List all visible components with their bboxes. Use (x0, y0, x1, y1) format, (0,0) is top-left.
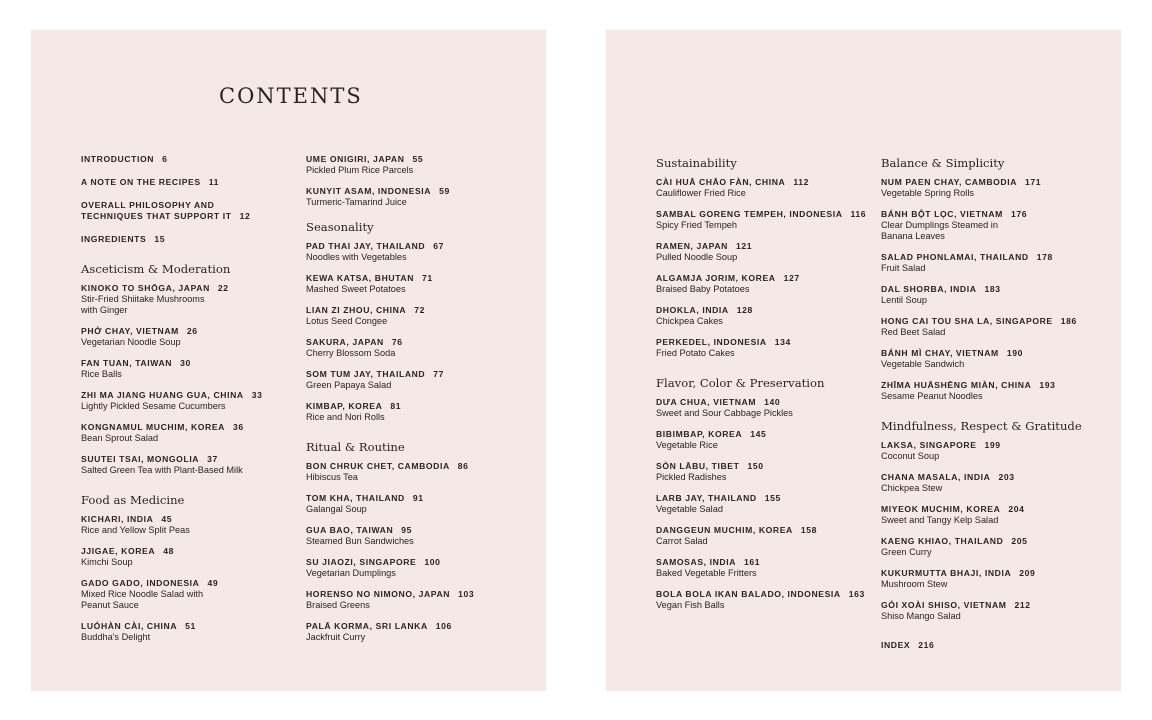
toc-entry[interactable] (81, 546, 311, 568)
page-number: 127 (783, 273, 800, 283)
page-number: 100 (424, 557, 441, 567)
entry-title: LUÓHÀN CÀI, CHINA 51 (81, 621, 196, 631)
toc-entry[interactable] (306, 369, 536, 391)
page-number: 55 (412, 154, 424, 164)
entry-title: DƯA CHUA, VIETNAM 140 (656, 397, 781, 407)
toc-entry[interactable] (881, 600, 1111, 622)
entry-subtitle: Chickpea Cakes (656, 316, 723, 326)
entry-subtitle: Salted Green Tea with Plant-Based Milk (81, 465, 243, 475)
page-number: 134 (774, 337, 791, 347)
entry-subtitle: Braised Baby Potatoes (656, 284, 750, 294)
left-page (31, 30, 546, 691)
toc-entry[interactable] (656, 209, 886, 231)
entry-subtitle: Vegetarian Noodle Soup (81, 337, 181, 347)
entry-title: SAMOSAS, INDIA 161 (656, 557, 761, 567)
page-number: 155 (764, 493, 781, 503)
toc-entry[interactable] (656, 525, 886, 547)
page-number: 106 (435, 621, 452, 631)
toc-entry[interactable] (881, 209, 1111, 242)
toc-entry[interactable] (306, 186, 536, 208)
page-number: 59 (439, 186, 450, 196)
entry-title: CHANA MASALA, INDIA 203 (881, 472, 1015, 482)
entry-subtitle: Mushroom Stew (881, 579, 948, 589)
left-column-2 (306, 154, 536, 653)
page-number: 203 (998, 472, 1015, 482)
toc-entry[interactable] (881, 568, 1111, 590)
entry-title: DAL SHORBA, INDIA 183 (881, 284, 1001, 294)
toc-entry[interactable] (306, 241, 536, 263)
page-number: 67 (433, 241, 444, 251)
entry-subtitle: Rice and Yellow Split Peas (81, 525, 190, 535)
entry-title: KEWA KATSA, BHUTAN 71 (306, 273, 433, 283)
toc-entry[interactable]: INTRODUCTION 6 (81, 154, 168, 164)
section-list (881, 156, 1111, 622)
toc-entry[interactable] (656, 337, 886, 359)
toc-entry[interactable] (656, 493, 886, 515)
section-heading: Mindfulness, Respect & Gratitude (881, 419, 1082, 433)
section-heading: Balance & Simplicity (881, 156, 1005, 170)
entry-subtitle: Coconut Soup (881, 451, 940, 461)
entry-subtitle: Rice Balls (81, 369, 122, 379)
toc-entry[interactable] (656, 557, 886, 579)
page-number: 128 (736, 305, 753, 315)
page-number: 171 (1025, 177, 1042, 187)
toc-entry[interactable] (306, 557, 536, 579)
page-number: 140 (764, 397, 781, 407)
page-number: 77 (433, 369, 444, 379)
toc-entry[interactable] (306, 273, 536, 295)
entry-title: GADO GADO, INDONESIA 49 (81, 578, 219, 588)
entry-subtitle: Hibiscus Tea (306, 472, 358, 482)
toc-entry[interactable] (881, 440, 1111, 462)
page-number: 22 (217, 283, 229, 293)
page-number: 116 (850, 209, 867, 219)
section-list (306, 220, 536, 643)
page-number: 212 (1014, 600, 1031, 610)
toc-entry[interactable] (306, 621, 536, 643)
entry-subtitle: Carrot Salad (656, 536, 708, 546)
toc-entry[interactable] (306, 589, 536, 611)
page-number: 76 (391, 337, 403, 347)
toc-entry[interactable] (306, 305, 536, 327)
page-number: 145 (750, 429, 767, 439)
toc-entry[interactable] (881, 252, 1111, 274)
intro-list (81, 154, 311, 245)
entry-subtitle: Jackfruit Curry (306, 632, 366, 642)
toc-entry[interactable]: OVERALL PHILOSOPHY AND TECHNIQUES THAT SUPPORT IT 12 (81, 200, 251, 221)
entry-title: ZHĪMA HUĀSHĒNG MIÀN, CHINA 193 (881, 380, 1056, 390)
entry-title: LARB JAY, THAILAND 155 (656, 493, 781, 503)
entry-title: BIBIMBAP, KOREA 145 (656, 429, 767, 439)
toc-entry[interactable] (881, 177, 1111, 199)
toc-entry[interactable]: INGREDIENTS 15 (81, 234, 166, 244)
toc-entry[interactable] (81, 578, 311, 611)
page-number: 190 (1006, 348, 1023, 358)
toc-entry[interactable] (306, 525, 536, 547)
page-number: 150 (747, 461, 764, 471)
entry-title: BOLA BOLA IKAN BALADO, INDONESIA 163 (656, 589, 865, 599)
entry-subtitle: Banana Leaves (881, 231, 945, 241)
entry-title: LIAN ZI ZHOU, CHINA 72 (306, 305, 425, 315)
right-page (606, 30, 1121, 691)
toc-entry[interactable] (81, 454, 311, 476)
page-number: 30 (180, 358, 191, 368)
section-list (656, 156, 886, 611)
entry-subtitle: Sesame Peanut Noodles (881, 391, 983, 401)
right-column-1 (656, 156, 886, 621)
page-number: 72 (414, 305, 425, 315)
entry-title: BÁNH BỘT LỌC, VIETNAM 176 (881, 209, 1028, 219)
page-number: 163 (848, 589, 865, 599)
entry-subtitle: Vegetable Spring Rolls (881, 188, 974, 198)
entry-title: HORENSO NO NIMONO, JAPAN 103 (306, 589, 475, 599)
entry-title: GUA BAO, TAIWAN 95 (306, 525, 413, 535)
toc-entry[interactable] (81, 283, 311, 316)
entry-subtitle: Pickled Radishes (656, 472, 727, 482)
entry-title: SAKURA, JAPAN 76 (306, 337, 403, 347)
page-title: CONTENTS (219, 84, 363, 108)
page-number: 71 (422, 273, 433, 283)
entry-title: FAN TUAN, TAIWAN 30 (81, 358, 191, 368)
toc-entry[interactable] (306, 493, 536, 515)
entry-subtitle: Galangal Soup (306, 504, 367, 514)
page-number: 37 (207, 454, 218, 464)
page-number: 45 (161, 514, 173, 524)
entry-list (306, 154, 536, 208)
entry-subtitle: Sweet and Sour Cabbage Pickles (656, 408, 793, 418)
entry-title: RAMEN, JAPAN 121 (656, 241, 753, 251)
entry-title: KAENG KHIAO, THAILAND 205 (881, 536, 1028, 546)
entry-subtitle: Vegan Fish Balls (656, 600, 725, 610)
entry-title: PAD THAI JAY, THAILAND 67 (306, 241, 444, 251)
entry-title: SAMBAL GORENG TEMPEH, INDONESIA 116 (656, 209, 867, 219)
page-number: 161 (744, 557, 761, 567)
entry-title: NUM PAEN CHAY, CAMBODIA 171 (881, 177, 1042, 187)
toc-entry[interactable] (881, 348, 1111, 370)
entry-title: ALGAMJA JORIM, KOREA 127 (656, 273, 800, 283)
entry-subtitle: Sweet and Tangy Kelp Salad (881, 515, 999, 525)
toc-entry[interactable] (81, 358, 311, 380)
toc-entry[interactable] (656, 397, 886, 419)
entry-subtitle: Steamed Bun Sandwiches (306, 536, 414, 546)
page-number: 193 (1039, 380, 1056, 390)
entry-title: KINOKO TO SHŌGA, JAPAN 22 (81, 283, 229, 293)
entry-subtitle: Lentil Soup (881, 295, 927, 305)
page-number: 158 (800, 525, 817, 535)
section-heading: Ritual & Routine (306, 440, 405, 454)
page-number: 36 (232, 422, 244, 432)
toc-entry[interactable] (81, 326, 311, 348)
section-heading: Sustainability (656, 156, 737, 170)
entry-title: KIMBAP, KOREA 81 (306, 401, 402, 411)
section-heading: Asceticism & Moderation (81, 262, 231, 276)
entry-title: TOM KHA, THAILAND 91 (306, 493, 424, 503)
entry-subtitle: Lightly Pickled Sesame Cucumbers (81, 401, 226, 411)
page-number: 178 (1036, 252, 1053, 262)
entry-subtitle: Clear Dumplings Steamed in (881, 220, 998, 230)
entry-subtitle: Mixed Rice Noodle Salad with (81, 589, 204, 599)
entry-subtitle: Chickpea Stew (881, 483, 943, 493)
entry-title: PERKEDEL, INDONESIA 134 (656, 337, 791, 347)
entry-title: KUNYIT ASAM, INDONESIA 59 (306, 186, 450, 196)
entry-title: BON CHRUK CHET, CAMBODIA 86 (306, 461, 469, 471)
toc-entry[interactable] (656, 241, 886, 263)
entry-title: DHOKLA, INDIA 128 (656, 305, 753, 315)
entry-subtitle: Baked Vegetable Fritters (656, 568, 757, 578)
entry-title: HONG CAI TOU SHA LA, SINGAPORE 186 (881, 316, 1077, 326)
entry-title: KONGNAMUL MUCHIM, KOREA 36 (81, 422, 244, 432)
toc-entry[interactable] (881, 504, 1111, 526)
entry-title: UME ONIGIRI, JAPAN 55 (306, 154, 424, 164)
section-list (81, 262, 311, 643)
toc-entry[interactable] (881, 316, 1111, 338)
entry-subtitle: Red Beet Salad (881, 327, 946, 337)
entry-title: SUUTEI TSAI, MONGOLIA 37 (81, 454, 218, 464)
page-number: 112 (793, 177, 810, 187)
toc-entry[interactable] (656, 429, 886, 451)
entry-subtitle: Pulled Noodle Soup (656, 252, 738, 262)
toc-entry[interactable] (656, 461, 886, 483)
entry-title: SU JIAOZI, SINGAPORE 100 (306, 557, 441, 567)
entry-title: BÁNH MÌ CHAY, VIETNAM 190 (881, 348, 1023, 358)
toc-entry[interactable]: A NOTE ON THE RECIPES 11 (81, 177, 220, 187)
entry-title: SÒN LĀBU, TIBET 150 (656, 461, 764, 471)
toc-entry[interactable] (656, 305, 886, 327)
page-number: 176 (1010, 209, 1028, 219)
entry-title: CÀI HUĀ CHĀO FÀN, CHINA 112 (656, 177, 810, 187)
entry-subtitle: Mashed Sweet Potatoes (306, 284, 406, 294)
entry-subtitle: Vegetarian Dumplings (306, 568, 396, 578)
toc-entry[interactable] (881, 380, 1111, 402)
entry-subtitle: Cherry Blossom Soda (306, 348, 396, 358)
toc-entry[interactable] (81, 422, 311, 444)
section-heading: Food as Medicine (81, 493, 185, 507)
page-number: 186 (1060, 316, 1077, 326)
page-number: 26 (186, 326, 198, 336)
page-number: 49 (207, 578, 219, 588)
toc-entry[interactable] (656, 273, 886, 295)
entry-title: LAKSA, SINGAPORE 199 (881, 440, 1001, 450)
toc-entry[interactable] (881, 284, 1111, 306)
entry-subtitle: Green Papaya Salad (306, 380, 392, 390)
page-number: 81 (390, 401, 402, 411)
entry-subtitle: Buddha's Delight (81, 632, 151, 642)
right-column-2 (881, 156, 1111, 661)
entry-title: SOM TUM JAY, THAILAND 77 (306, 369, 444, 379)
entry-subtitle: Braised Greens (306, 600, 370, 610)
entry-title: PALĀ KORMA, SRI LANKA 106 (306, 621, 452, 631)
entry-subtitle: Pickled Plum Rice Parcels (306, 165, 414, 175)
page-number: 91 (412, 493, 424, 503)
page-number: 86 (457, 461, 469, 471)
page-number: 199 (984, 440, 1001, 450)
page-number: 209 (1019, 568, 1036, 578)
toc-entry[interactable] (306, 154, 536, 176)
entry-subtitle: Lotus Seed Congee (306, 316, 388, 326)
entry-title: DANGGEUN MUCHIM, KOREA 158 (656, 525, 817, 535)
entry-title: ZHI MA JIANG HUANG GUA, CHINA 33 (81, 390, 263, 400)
toc-entry[interactable] (306, 337, 536, 359)
entry-subtitle: Spicy Fried Tempeh (656, 220, 738, 230)
entry-subtitle: with Ginger (81, 305, 128, 315)
entry-subtitle: Noodles with Vegetables (306, 252, 407, 262)
page-number: 204 (1008, 504, 1025, 514)
entry-subtitle: Rice and Nori Rolls (306, 412, 385, 422)
entry-subtitle: Kimchi Soup (81, 557, 133, 567)
toc-entry[interactable] (656, 177, 886, 199)
toc-entry[interactable] (81, 514, 311, 536)
toc-entry[interactable] (306, 401, 536, 423)
page-number: 48 (163, 546, 174, 556)
page-number: 103 (458, 589, 475, 599)
entry-subtitle: Turmeric-Tamarind Juice (306, 197, 407, 207)
entry-title: MIYEOK MUCHIM, KOREA 204 (881, 504, 1025, 514)
section-heading: Seasonality (306, 220, 374, 234)
entry-subtitle: Peanut Sauce (81, 600, 139, 610)
page-number: 183 (984, 284, 1001, 294)
index-entry[interactable]: INDEX 216 (881, 640, 935, 650)
entry-subtitle: Bean Sprout Salad (81, 433, 159, 443)
toc-entry[interactable] (81, 390, 311, 412)
page-number: 51 (185, 621, 196, 631)
entry-subtitle: Green Curry (881, 547, 932, 557)
toc-entry[interactable] (656, 589, 886, 611)
toc-entry[interactable] (881, 472, 1111, 494)
entry-title: KUKURMUTTA BHAJI, INDIA 209 (881, 568, 1036, 578)
left-column-1 (81, 154, 311, 653)
entry-title: KICHARI, INDIA 45 (81, 514, 173, 524)
page-number: 121 (735, 241, 753, 251)
entry-subtitle: Cauliflower Fried Rice (656, 188, 746, 198)
page-number: 95 (401, 525, 413, 535)
toc-entry[interactable] (881, 536, 1111, 558)
toc-entry[interactable] (306, 461, 536, 483)
entry-subtitle: Fried Potato Cakes (656, 348, 735, 358)
page-number: 33 (251, 390, 263, 400)
entry-title: JJIGAE, KOREA 48 (81, 546, 174, 556)
entry-subtitle: Shiso Mango Salad (881, 611, 961, 621)
entry-subtitle: Vegetable Salad (656, 504, 723, 514)
section-heading: Flavor, Color & Preservation (656, 376, 825, 390)
entry-title: GỎI XOÀI SHISO, VIETNAM 212 (881, 600, 1031, 610)
page-number: 205 (1011, 536, 1028, 546)
toc-entry[interactable] (81, 621, 311, 643)
entry-subtitle: Fruit Salad (881, 263, 926, 273)
entry-subtitle: Stir-Fried Shiitake Mushrooms (81, 294, 205, 304)
entry-subtitle: Vegetable Rice (656, 440, 718, 450)
entry-title: PHỞ CHAY, VIETNAM 26 (81, 326, 198, 336)
entry-subtitle: Vegetable Sandwich (881, 359, 965, 369)
entry-title: SALAD PHONLAMAI, THAILAND 178 (881, 252, 1053, 262)
